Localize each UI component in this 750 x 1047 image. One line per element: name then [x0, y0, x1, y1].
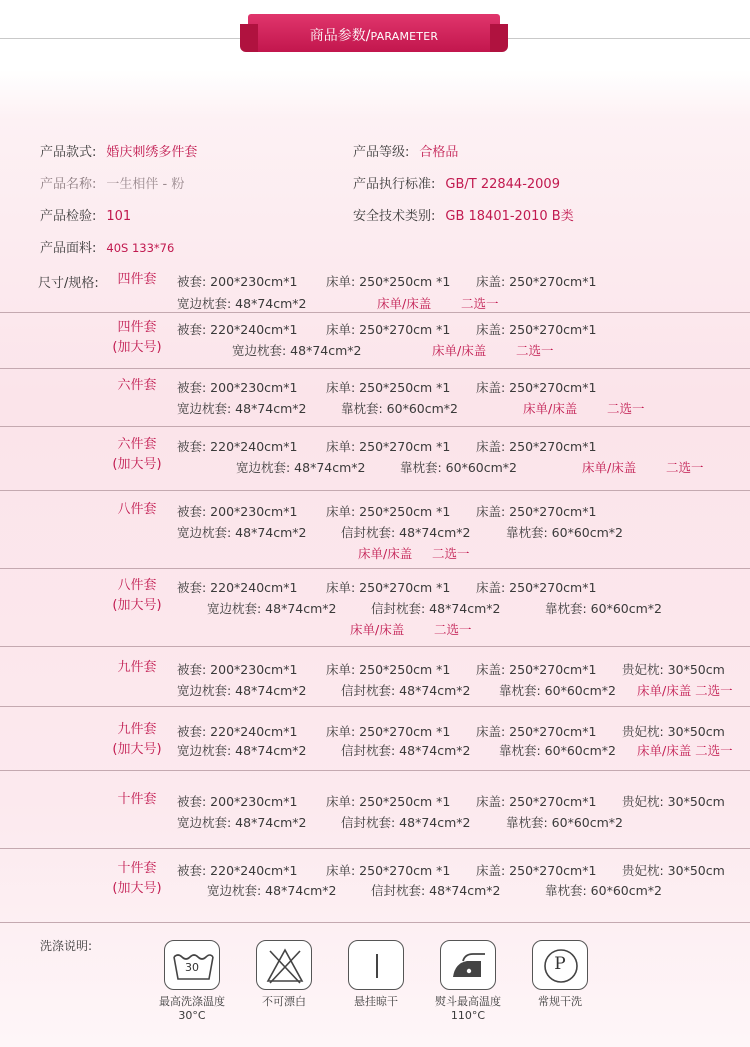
size-line — [177, 722, 725, 740]
size-line — [232, 341, 554, 359]
spec-item: 信封枕套: 48*74cm*2 — [341, 525, 471, 540]
no-bleach-graphic — [257, 941, 313, 991]
size-line — [177, 320, 596, 338]
spec-item: 宽边枕套: 48*74cm*2 — [177, 296, 307, 311]
spec-item: 宽边枕套: 48*74cm*2 — [207, 601, 337, 616]
size-line — [350, 620, 472, 638]
washing-title: 洗涤说明: — [40, 939, 93, 953]
spec-item: 宽边枕套: 48*74cm*2 — [177, 683, 307, 698]
param-value: 40S 133*76 — [106, 241, 175, 255]
spec-item: 床盖: 250*270cm*1 — [476, 662, 597, 677]
spec-item: 床单: 250*270cm *1 — [326, 439, 451, 454]
spec-item: 床单: 250*270cm *1 — [326, 322, 451, 337]
size-name — [104, 318, 170, 358]
spec-item: 贵妃枕: 30*50cm — [622, 662, 725, 677]
dry-clean-p-icon — [532, 940, 588, 990]
param-standard — [353, 173, 560, 192]
param-style — [40, 141, 197, 160]
size-line — [177, 660, 725, 678]
param-label: 安全技术类别: — [353, 209, 436, 224]
divider — [0, 490, 750, 491]
spec-item: 宽边枕套: 48*74cm*2 — [177, 743, 307, 758]
size-name-line: 九件套 — [117, 722, 157, 737]
spec-item: 床盖: 250*270cm*1 — [476, 724, 597, 739]
iron-caption: 熨斗最高温度110°C — [435, 995, 501, 1022]
param-value: 101 — [106, 209, 132, 224]
spec-choice-note: 二选一 — [607, 401, 645, 416]
spec-item: 被套: 200*230cm*1 — [177, 794, 298, 809]
spec-choice: 床单/床盖 — [432, 343, 487, 358]
size-line — [177, 741, 733, 759]
spec-item: 床单: 250*250cm *1 — [326, 662, 451, 677]
param-value: 一生相伴 - 粉 — [106, 177, 185, 192]
spec-item: 信封枕套: 48*74cm*2 — [341, 743, 471, 758]
spec-item: 床盖: 250*270cm*1 — [476, 863, 597, 878]
spec-item: 被套: 200*230cm*1 — [177, 504, 298, 519]
header-title-en: PARAMETER — [370, 30, 439, 43]
header-line-right — [500, 38, 750, 39]
spec-item: 床盖: 250*270cm*1 — [476, 439, 597, 454]
spec-item: 靠枕套: 60*60cm*2 — [506, 815, 623, 830]
spec-item: 床单: 250*270cm *1 — [326, 580, 451, 595]
param-label: 产品检验: — [40, 209, 97, 224]
size-name-line: (加大号) — [112, 340, 162, 355]
spec-item: 床盖: 250*270cm*1 — [476, 322, 597, 337]
param-fabric — [40, 237, 174, 256]
size-line — [207, 881, 662, 899]
spec-choice: 床单/床盖 — [350, 622, 405, 637]
size-name-line: (加大号) — [112, 742, 162, 757]
spec-item: 床单: 250*270cm *1 — [326, 724, 451, 739]
size-name-line: 六件套 — [117, 437, 157, 452]
hang-dry-caption: 悬挂晾干 — [354, 995, 398, 1008]
spec-choice: 床单/床盖 二选一 — [637, 683, 733, 698]
size-name-line: (加大号) — [112, 598, 162, 613]
param-label: 产品名称: — [40, 177, 97, 192]
size-line — [177, 861, 725, 879]
spec-item: 靠枕套: 60*60cm*2 — [545, 601, 662, 616]
size-line — [177, 792, 725, 810]
divider — [0, 568, 750, 569]
size-line — [207, 599, 662, 617]
size-label: 尺寸/规格: — [38, 276, 99, 291]
spec-item: 贵妃枕: 30*50cm — [622, 724, 725, 739]
size-name — [104, 859, 170, 899]
size-name — [104, 720, 170, 760]
spec-item: 被套: 220*240cm*1 — [177, 863, 298, 878]
size-name-line: 四件套 — [117, 272, 157, 287]
spec-item: 床单: 250*250cm *1 — [326, 274, 451, 289]
size-name-line: 十件套 — [117, 861, 157, 876]
spec-item: 床盖: 250*270cm*1 — [476, 794, 597, 809]
spec-item: 靠枕套: 60*60cm*2 — [341, 401, 458, 416]
spec-choice: 床单/床盖 — [358, 546, 413, 561]
divider — [0, 312, 750, 313]
size-line — [358, 544, 470, 562]
spec-choice-note: 二选一 — [666, 460, 704, 475]
spec-item: 床盖: 250*270cm*1 — [476, 380, 597, 395]
spec-choice: 床单/床盖 — [377, 296, 432, 311]
dry-clean-caption: 常规干洗 — [538, 995, 582, 1008]
spec-item: 信封枕套: 48*74cm*2 — [371, 601, 501, 616]
spec-item: 床单: 250*250cm *1 — [326, 794, 451, 809]
header-ribbon — [248, 14, 500, 52]
iron-graphic — [441, 941, 497, 991]
spec-item: 靠枕套: 60*60cm*2 — [545, 883, 662, 898]
divider — [0, 646, 750, 647]
size-line — [177, 813, 623, 831]
size-name — [104, 270, 170, 290]
spec-item: 被套: 220*240cm*1 — [177, 322, 298, 337]
spec-choice: 床单/床盖 — [523, 401, 578, 416]
spec-item: 被套: 200*230cm*1 — [177, 380, 298, 395]
hang-dry-graphic — [349, 941, 405, 991]
size-line — [177, 502, 596, 520]
size-name — [104, 658, 170, 678]
spec-item: 靠枕套: 60*60cm*2 — [506, 525, 623, 540]
param-value: 合格品 — [419, 145, 459, 160]
size-line — [177, 523, 623, 541]
param-label: 产品款式: — [40, 145, 97, 160]
header-title-cn: 商品参数/ — [309, 28, 371, 44]
size-name — [104, 500, 170, 520]
spec-item: 靠枕套: 60*60cm*2 — [499, 683, 616, 698]
param-inspection — [40, 205, 131, 224]
spec-item: 被套: 200*230cm*1 — [177, 662, 298, 677]
size-name-line: (加大号) — [112, 881, 162, 896]
divider — [0, 368, 750, 369]
size-line — [177, 578, 596, 596]
size-name-line: 四件套 — [117, 320, 157, 335]
param-grade — [353, 141, 458, 160]
dry-clean-letter: P — [554, 954, 566, 974]
spec-item: 贵妃枕: 30*50cm — [622, 794, 725, 809]
spec-item: 贵妃枕: 30*50cm — [622, 863, 725, 878]
size-name-line: 十件套 — [117, 792, 157, 807]
spec-choice-note: 二选一 — [461, 296, 499, 311]
wash-caption: 最高洗涤温度30°C — [159, 995, 225, 1022]
spec-item: 靠枕套: 60*60cm*2 — [400, 460, 517, 475]
spec-item: 床单: 250*250cm *1 — [326, 504, 451, 519]
size-line — [236, 458, 704, 476]
spec-item: 信封枕套: 48*74cm*2 — [371, 883, 501, 898]
param-value: 婚庆刺绣多件套 — [106, 145, 198, 160]
spec-item: 床盖: 250*270cm*1 — [476, 504, 597, 519]
spec-choice: 床单/床盖 — [582, 460, 637, 475]
header-title — [248, 25, 500, 45]
divider — [0, 848, 750, 849]
spec-item: 被套: 220*240cm*1 — [177, 439, 298, 454]
size-name-line: 六件套 — [117, 378, 157, 393]
divider — [0, 706, 750, 707]
spec-item: 宽边枕套: 48*74cm*2 — [207, 883, 337, 898]
wash-30-icon — [164, 940, 220, 990]
size-name — [104, 576, 170, 616]
no-bleach-icon — [256, 940, 312, 990]
size-line — [177, 437, 596, 455]
spec-item: 宽边枕套: 48*74cm*2 — [177, 401, 307, 416]
size-line — [177, 294, 499, 312]
size-line — [177, 378, 596, 396]
size-name-line: 八件套 — [117, 502, 157, 517]
size-line — [177, 681, 733, 699]
param-label: 产品执行标准: — [353, 177, 436, 192]
no-bleach-caption: 不可漂白 — [262, 995, 306, 1008]
param-value: GB 18401-2010 B类 — [445, 209, 574, 224]
divider — [0, 426, 750, 427]
divider — [0, 922, 750, 923]
spec-item: 床盖: 250*270cm*1 — [476, 580, 597, 595]
spec-item: 宽边枕套: 48*74cm*2 — [177, 815, 307, 830]
param-safety — [353, 205, 574, 224]
spec-item: 床盖: 250*270cm*1 — [476, 274, 597, 289]
spec-item: 信封枕套: 48*74cm*2 — [341, 815, 471, 830]
size-line — [177, 272, 596, 290]
size-name-line: 八件套 — [117, 578, 157, 593]
size-name — [104, 790, 170, 810]
size-name-line: 九件套 — [117, 660, 157, 675]
size-name-line: (加大号) — [112, 457, 162, 472]
param-name — [40, 173, 184, 192]
hang-dry-icon — [348, 940, 404, 990]
spec-choice-note: 二选一 — [432, 546, 470, 561]
param-label: 产品面料: — [40, 241, 97, 256]
size-line — [177, 399, 645, 417]
spec-item: 宽边枕套: 48*74cm*2 — [177, 525, 307, 540]
spec-item: 宽边枕套: 48*74cm*2 — [236, 460, 366, 475]
spec-item: 被套: 200*230cm*1 — [177, 274, 298, 289]
divider — [0, 770, 750, 771]
iron-110-icon — [440, 940, 496, 990]
spec-choice: 床单/床盖 二选一 — [637, 743, 733, 758]
size-name — [104, 376, 170, 396]
header-line-left — [0, 38, 248, 39]
param-value: GB/T 22844-2009 — [445, 177, 560, 192]
spec-item: 信封枕套: 48*74cm*2 — [341, 683, 471, 698]
size-name — [104, 435, 170, 475]
spec-choice-note: 二选一 — [516, 343, 554, 358]
spec-item: 靠枕套: 60*60cm*2 — [499, 743, 616, 758]
param-label: 产品等级: — [353, 145, 410, 160]
spec-item: 被套: 220*240cm*1 — [177, 724, 298, 739]
wash-temp-label: 30 — [185, 961, 199, 974]
spec-item: 床单: 250*250cm *1 — [326, 380, 451, 395]
spec-item: 被套: 220*240cm*1 — [177, 580, 298, 595]
spec-choice-note: 二选一 — [434, 622, 472, 637]
spec-item: 床单: 250*270cm *1 — [326, 863, 451, 878]
spec-item: 宽边枕套: 48*74cm*2 — [232, 343, 362, 358]
